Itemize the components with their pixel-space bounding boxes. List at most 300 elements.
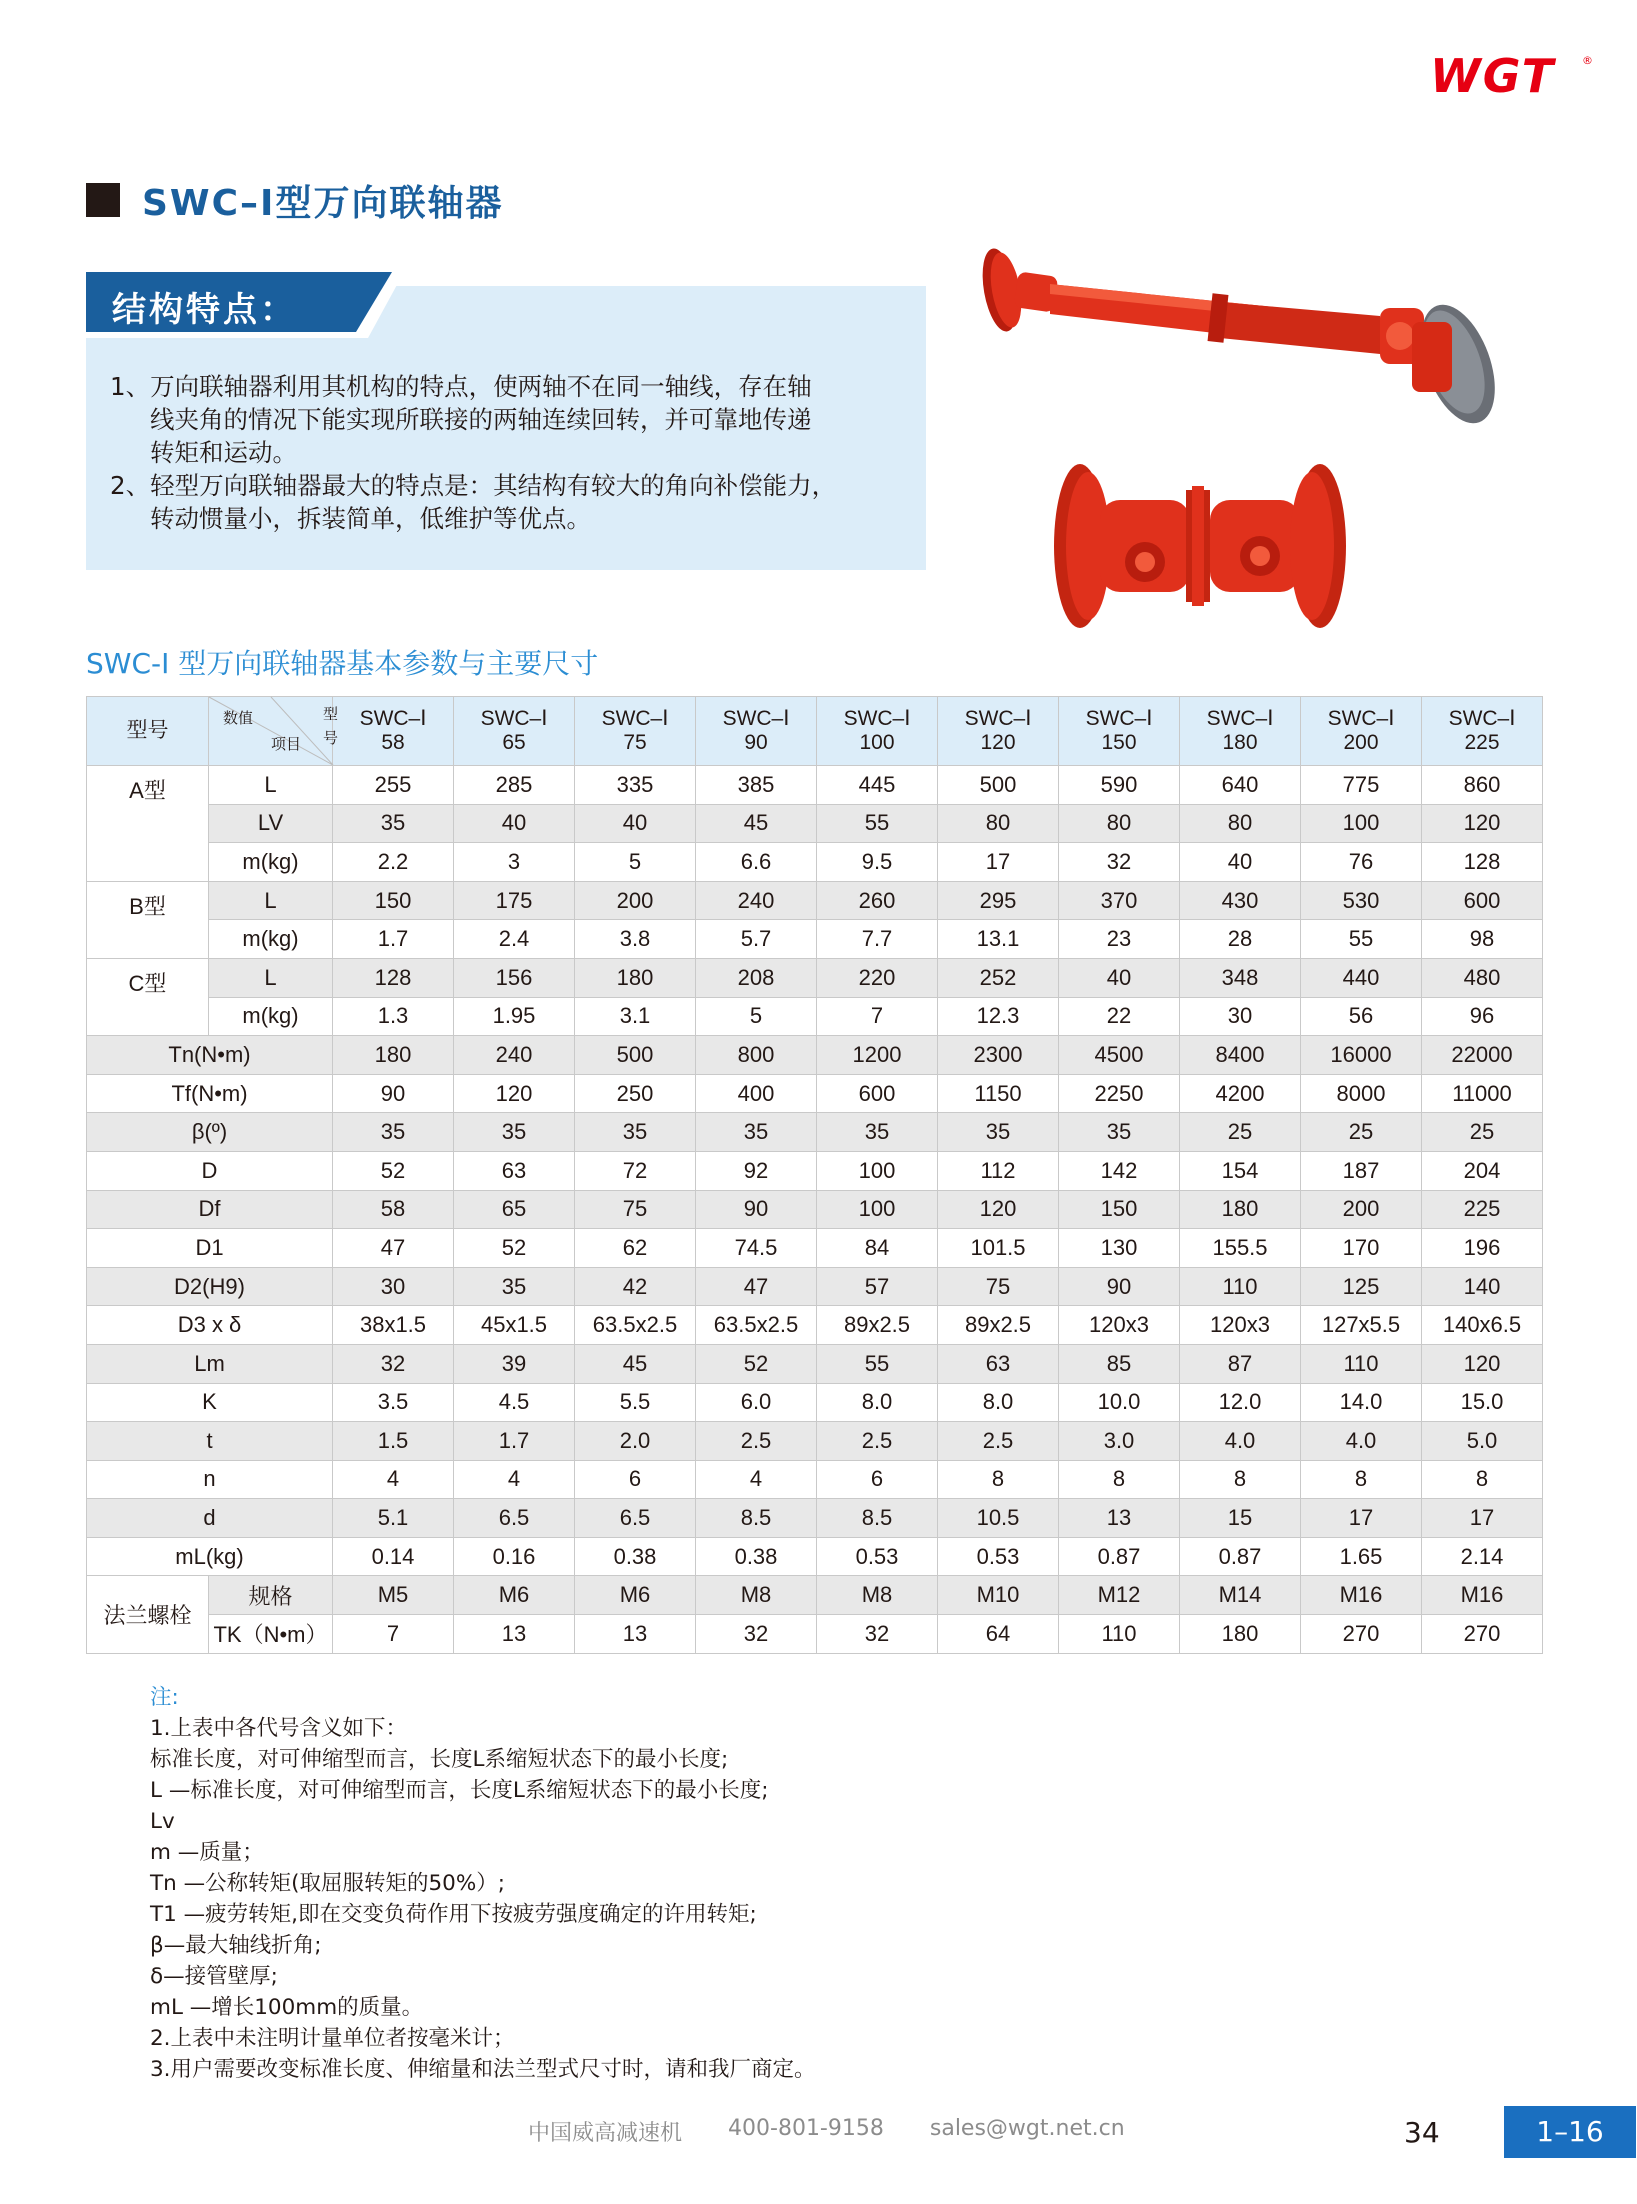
table-header-row [87,697,1543,766]
table-cell: 52 [333,1151,454,1190]
table-cell: 90 [1059,1267,1180,1306]
table-cell: 0.87 [1059,1537,1180,1576]
table-cell: 75 [938,1267,1059,1306]
table-cell: 2.2 [333,843,454,882]
table-cell: 154 [1180,1151,1301,1190]
table-row-am [87,843,1543,882]
table-cell: 252 [938,958,1059,997]
table-row-al [87,766,1543,805]
table-row-d2 [87,1267,1543,1306]
feature-line: 线夹角的情况下能实现所联接的两轴连续回转，并可靠地传递 [150,405,812,434]
table-cell: 8 [1180,1460,1301,1499]
table-cell: 335 [575,766,696,805]
table-cell: M6 [575,1576,696,1615]
table-row-df [87,1190,1543,1229]
corner-model-label: 型号 [323,706,339,747]
table-cell: 84 [817,1229,938,1268]
table-cell: 130 [1059,1229,1180,1268]
features-text [110,370,910,535]
table-cell: 17 [938,843,1059,882]
table-cell: 1.7 [333,920,454,959]
table-cell: 6.5 [454,1499,575,1538]
table-cell: M16 [1301,1576,1422,1615]
note-line: Lv [150,1809,175,1834]
table-cell: 42 [575,1267,696,1306]
table-cell: 2300 [938,1036,1059,1075]
table-cell: 3.1 [575,997,696,1036]
row-label: K [87,1383,333,1422]
table-cell: 196 [1422,1229,1543,1268]
table-cell: 92 [696,1151,817,1190]
table-cell: 35 [575,1113,696,1152]
table-cell: 110 [1180,1267,1301,1306]
logo-text: WGT [1430,49,1556,103]
table-cell: 8400 [1180,1036,1301,1075]
table-cell: 62 [575,1229,696,1268]
table-row-tk [87,1615,1543,1654]
table-cell: 85 [1059,1344,1180,1383]
table-cell: 187 [1301,1151,1422,1190]
table-cell: 52 [454,1229,575,1268]
table-cell: 5.7 [696,920,817,959]
note-line: L —标准长度，对可伸缩型而言，长度L系缩短状态下的最小长度; [150,1778,769,1803]
table-cell: 180 [1180,1615,1301,1654]
table-row-bm [87,920,1543,959]
table-cell: 120 [938,1190,1059,1229]
model-header: SWC–Ⅰ 90 [696,697,817,766]
table-cell: 295 [938,881,1059,920]
table-cell: 63 [454,1151,575,1190]
table-cell: 220 [817,958,938,997]
note-line: T1 —疲劳转矩,即在交变负荷作用下按疲劳强度确定的许用转矩; [150,1902,757,1927]
table-cell: 22 [1059,997,1180,1036]
row-label: L [209,881,333,920]
corner-item-label: 项目 [271,736,302,753]
row-label: L [209,766,333,805]
table-cell: 4.5 [454,1383,575,1422]
table-cell: 440 [1301,958,1422,997]
table-cell: 480 [1422,958,1543,997]
table-cell: 860 [1422,766,1543,805]
table-cell: 13 [575,1615,696,1654]
table-cell: 112 [938,1151,1059,1190]
table-cell: 142 [1059,1151,1180,1190]
table-cell: 120x3 [1180,1306,1301,1345]
table-cell: 1.7 [454,1422,575,1461]
notes-section [150,1682,816,2085]
table-cell: 100 [1301,804,1422,843]
model-header: SWC–Ⅰ 75 [575,697,696,766]
table-cell: 7 [817,997,938,1036]
feature-line: 1、万向联轴器利用其机构的特点，使两轴不在同一轴线，存在轴 [110,372,812,401]
table-cell: 55 [817,1344,938,1383]
registered-mark: ® [1582,54,1593,67]
table-cell: 1.3 [333,997,454,1036]
table-cell: 180 [575,958,696,997]
table-cell: M16 [1422,1576,1543,1615]
page-number: 34 [1404,2116,1440,2149]
table-cell: 2.0 [575,1422,696,1461]
table-cell: 5.5 [575,1383,696,1422]
table-cell: 110 [1301,1344,1422,1383]
section-badge: 1–16 [1504,2106,1636,2158]
table-cell: 204 [1422,1151,1543,1190]
table-cell: 775 [1301,766,1422,805]
table-cell: 800 [696,1036,817,1075]
table-cell: 640 [1180,766,1301,805]
note-line: β—最大轴线折角; [150,1933,322,1958]
table-cell: 45 [575,1344,696,1383]
table-cell: M8 [696,1576,817,1615]
table-cell: 7 [333,1615,454,1654]
table-cell: 40 [1059,958,1180,997]
header-corner-cell [209,697,339,766]
table-cell: 8 [1301,1460,1422,1499]
table-cell: 45 [696,804,817,843]
row-label: LV [209,804,333,843]
note-line: 标准长度，对可伸缩型而言，长度L系缩短状态下的最小长度; [150,1747,729,1772]
table-cell: 35 [938,1113,1059,1152]
table-cell: 15.0 [1422,1383,1543,1422]
table-cell: 5.1 [333,1499,454,1538]
table-cell: 3 [454,843,575,882]
table-cell: 5.0 [1422,1422,1543,1461]
table-row-t [87,1422,1543,1461]
table-cell: 155.5 [1180,1229,1301,1268]
table-cell: 250 [575,1074,696,1113]
note-line: mL —增长100mm的质量。 [150,1995,424,2020]
row-label: Df [87,1190,333,1229]
table-row-tn [87,1036,1543,1075]
table-cell: 600 [817,1074,938,1113]
table-cell: 1.5 [333,1422,454,1461]
coupling-product-illustration [960,250,1520,650]
table-cell: 32 [1059,843,1180,882]
table-cell: 90 [333,1074,454,1113]
table-cell: 4 [696,1460,817,1499]
table-cell: 150 [1059,1190,1180,1229]
table-cell: 63 [938,1344,1059,1383]
row-label: Lm [87,1344,333,1383]
table-cell: 180 [333,1036,454,1075]
row-label: Tf(N•m) [87,1074,333,1113]
table-cell: 208 [696,958,817,997]
table-cell: 47 [333,1229,454,1268]
table-cell: 140 [1422,1267,1543,1306]
table-cell: 530 [1301,881,1422,920]
table-cell: 47 [696,1267,817,1306]
table-cell: 32 [333,1344,454,1383]
table-cell: 11000 [1422,1074,1543,1113]
table-cell: 75 [575,1190,696,1229]
notes-heading: 注: [150,1685,179,1710]
table-cell: M12 [1059,1576,1180,1615]
table-cell: 3.8 [575,920,696,959]
table-cell: 0.53 [938,1537,1059,1576]
table-cell: 45x1.5 [454,1306,575,1345]
table-cell: 35 [454,1113,575,1152]
table-cell: 150 [333,881,454,920]
note-line: Tn —公称转矩(取屈服转矩的50%）; [150,1871,506,1896]
row-label: L [209,958,333,997]
table-cell: 4.0 [1180,1422,1301,1461]
table-cell: 32 [817,1615,938,1654]
table-cell: 240 [696,881,817,920]
table-cell: 2.5 [817,1422,938,1461]
table-cell: 57 [817,1267,938,1306]
table-row-dd [87,1499,1543,1538]
table-cell: 0.38 [575,1537,696,1576]
table-title: SWC-I 型万向联轴器基本参数与主要尺寸 [86,647,599,680]
row-label: D2(H9) [87,1267,333,1306]
table-cell: 23 [1059,920,1180,959]
table-cell: 8 [1059,1460,1180,1499]
table-cell: 0.38 [696,1537,817,1576]
table-cell: 76 [1301,843,1422,882]
feature-line: 2、轻型万向联轴器最大的特点是：其结构有较大的角向补偿能力， [110,471,837,500]
table-row-bl [87,881,1543,920]
table-cell: 40 [454,804,575,843]
table-cell: 500 [938,766,1059,805]
table-cell: 270 [1301,1615,1422,1654]
table-cell: 6 [817,1460,938,1499]
table-cell: 2.5 [696,1422,817,1461]
table-cell: 8 [1422,1460,1543,1499]
table-cell: 90 [696,1190,817,1229]
row-label: m(kg) [209,920,333,959]
table-cell: 270 [1422,1615,1543,1654]
row-label: D1 [87,1229,333,1268]
table-cell: 4.0 [1301,1422,1422,1461]
row-label: mL(kg) [87,1537,333,1576]
group-label: B型 [87,881,209,958]
footer-contact [528,2116,1125,2147]
table-cell: 6.0 [696,1383,817,1422]
table-cell: 35 [696,1113,817,1152]
row-label: m(kg) [209,843,333,882]
table-cell: 110 [1059,1615,1180,1654]
table-row-d1 [87,1229,1543,1268]
table-cell: 4 [333,1460,454,1499]
table-cell: 260 [817,881,938,920]
features-heading: 结构特点： [112,290,297,330]
table-cell: 8.0 [817,1383,938,1422]
table-cell: 55 [817,804,938,843]
table-cell: 100 [817,1190,938,1229]
table-cell: 28 [1180,920,1301,959]
table-cell: 120x3 [1059,1306,1180,1345]
table-cell: 64 [938,1615,1059,1654]
table-cell: 4 [454,1460,575,1499]
feature-line: 转矩和运动。 [150,438,297,467]
group-label: A型 [87,766,209,882]
row-label: t [87,1422,333,1461]
table-cell: 0.87 [1180,1537,1301,1576]
table-cell: 0.16 [454,1537,575,1576]
table-cell: 125 [1301,1267,1422,1306]
table-cell: 225 [1422,1190,1543,1229]
table-row-alv [87,804,1543,843]
table-cell: 32 [696,1615,817,1654]
table-cell: 3.0 [1059,1422,1180,1461]
table-row-cl [87,958,1543,997]
feature-line: 转动惯量小，拆装简单，低维护等优点。 [150,504,591,533]
table-cell: 25 [1180,1113,1301,1152]
table-cell: 3.5 [333,1383,454,1422]
table-cell: 89x2.5 [938,1306,1059,1345]
table-cell: 4500 [1059,1036,1180,1075]
table-cell: M8 [817,1576,938,1615]
table-cell: 8 [938,1460,1059,1499]
note-line: 1.上表中各代号含义如下： [150,1716,408,1741]
table-cell: 12.0 [1180,1383,1301,1422]
footer-company: 中国威高减速机 [528,2121,683,2146]
table-cell: 370 [1059,881,1180,920]
table-cell: 8.5 [817,1499,938,1538]
row-label: n [87,1460,333,1499]
table-cell: 0.53 [817,1537,938,1576]
table-cell: 1200 [817,1036,938,1075]
table-cell: 200 [575,881,696,920]
table-cell: 120 [1422,1344,1543,1383]
table-cell: 87 [1180,1344,1301,1383]
table-cell: 170 [1301,1229,1422,1268]
table-cell: 40 [1180,843,1301,882]
table-cell: 590 [1059,766,1180,805]
table-cell: 348 [1180,958,1301,997]
model-header: SWC–Ⅰ 65 [454,697,575,766]
table-cell: 4200 [1180,1074,1301,1113]
table-cell: 128 [1422,843,1543,882]
table-cell: 65 [454,1190,575,1229]
table-cell: 430 [1180,881,1301,920]
table-row-d3 [87,1306,1543,1345]
table-cell: 6 [575,1460,696,1499]
table-cell: 285 [454,766,575,805]
table-cell: 15 [1180,1499,1301,1538]
table-row-ml [87,1537,1543,1576]
table-cell: 80 [1180,804,1301,843]
table-cell: 1.95 [454,997,575,1036]
model-header: SWC–Ⅰ 180 [1180,697,1301,766]
table-cell: 35 [333,804,454,843]
table-row-beta [87,1113,1543,1152]
table-cell: 127x5.5 [1301,1306,1422,1345]
row-label: Tn(N•m) [87,1036,333,1075]
table-cell: 6.5 [575,1499,696,1538]
table-row-lm [87,1344,1543,1383]
table-cell: 240 [454,1036,575,1075]
note-line: 2.上表中未注明计量单位者按毫米计； [150,2026,515,2051]
table-cell: 13 [454,1615,575,1654]
table-cell: 120 [1422,804,1543,843]
model-header: SWC–Ⅰ 200 [1301,697,1422,766]
table-cell: 35 [1059,1113,1180,1152]
table-row-n [87,1460,1543,1499]
table-cell: 12.3 [938,997,1059,1036]
table-cell: 100 [817,1151,938,1190]
table-cell: 55 [1301,920,1422,959]
table-cell: 140x6.5 [1422,1306,1543,1345]
table-cell: 200 [1301,1190,1422,1229]
row-label: D3 x δ [87,1306,333,1345]
table-cell: 101.5 [938,1229,1059,1268]
table-cell: 38x1.5 [333,1306,454,1345]
group-label: C型 [87,958,209,1035]
table-cell: 58 [333,1190,454,1229]
table-cell: 7.7 [817,920,938,959]
table-cell: 72 [575,1151,696,1190]
row-label: β(º) [87,1113,333,1152]
table-cell: M10 [938,1576,1059,1615]
table-cell: 80 [938,804,1059,843]
corner-value-label: 数值 [223,710,254,727]
table-cell: 35 [817,1113,938,1152]
table-cell: 2.5 [938,1422,1059,1461]
table-cell: 8.5 [696,1499,817,1538]
table-cell: 63.5x2.5 [696,1306,817,1345]
table-cell: 17 [1422,1499,1543,1538]
table-cell: 17 [1301,1499,1422,1538]
footer-email: sales@wgt.net.cn [929,2116,1125,2141]
table-cell: 10.5 [938,1499,1059,1538]
model-header: SWC–Ⅰ 120 [938,697,1059,766]
table-cell: 445 [817,766,938,805]
table-cell: 35 [454,1267,575,1306]
table-cell: 14.0 [1301,1383,1422,1422]
table-cell: 16000 [1301,1036,1422,1075]
table-cell: 13 [1059,1499,1180,1538]
model-header: SWC–Ⅰ 58 [333,697,454,766]
table-cell: 74.5 [696,1229,817,1268]
table-cell: 400 [696,1074,817,1113]
table-cell: 120 [454,1074,575,1113]
table-cell: 25 [1422,1113,1543,1152]
title-square-icon [86,183,120,217]
row-label: d [87,1499,333,1538]
table-cell: 35 [333,1113,454,1152]
table-cell: 9.5 [817,843,938,882]
note-line: m —质量； [150,1840,264,1865]
table-cell: 255 [333,766,454,805]
table-cell: 96 [1422,997,1543,1036]
long-coupling-icon [977,246,1509,433]
table-cell: 2250 [1059,1074,1180,1113]
model-header: SWC–Ⅰ 225 [1422,697,1543,766]
table-cell: 500 [575,1036,696,1075]
footer-phone: 400-801-9158 [728,2116,884,2141]
table-cell: 89x2.5 [817,1306,938,1345]
table-cell: M6 [454,1576,575,1615]
row-label: 规格 [209,1576,333,1615]
page-title-row [86,176,503,224]
row-label: TK（N•m） [209,1615,333,1654]
row-label: m(kg) [209,997,333,1036]
table-cell: 385 [696,766,817,805]
model-header: SWC–Ⅰ 100 [817,697,938,766]
table-cell: 156 [454,958,575,997]
table-cell: 10.0 [1059,1383,1180,1422]
table-cell: 39 [454,1344,575,1383]
note-line: δ—接管壁厚; [150,1964,278,1989]
row-label: D [87,1151,333,1190]
table-cell: 80 [1059,804,1180,843]
table-cell: 180 [1180,1190,1301,1229]
page-title: SWC–Ⅰ型万向联轴器 [142,182,504,224]
group-label: 法兰螺栓 [87,1576,209,1653]
table-cell: 30 [333,1267,454,1306]
table-cell: 2.14 [1422,1537,1543,1576]
